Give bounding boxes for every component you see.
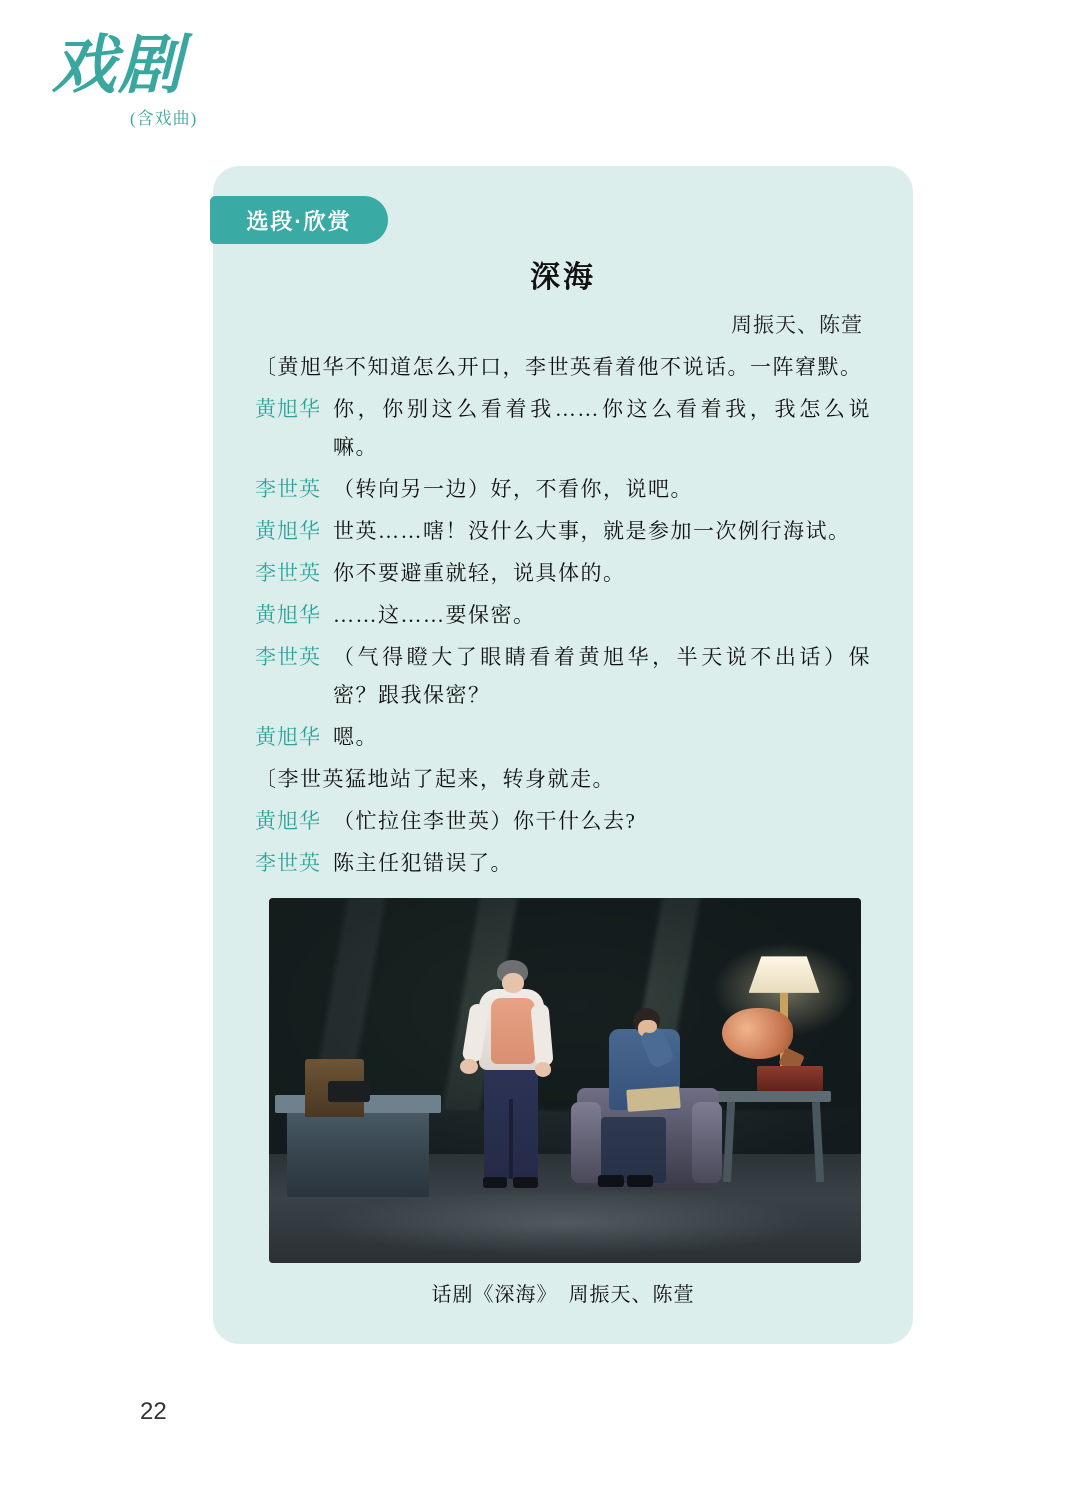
speech-text: 你不要避重就轻，说具体的。 — [333, 561, 626, 585]
photo-side-table — [713, 1091, 831, 1102]
content-panel — [213, 166, 913, 1344]
speaker-name: 李世英 — [255, 851, 321, 875]
script-line — [255, 596, 871, 634]
photo-floor-sheen — [316, 1190, 813, 1256]
speaker-name: 黄旭华 — [255, 519, 321, 543]
speech-text: 陈主任犯错误了。 — [333, 851, 513, 875]
byline: 周振天、陈萱 — [731, 313, 863, 337]
script-line — [255, 390, 871, 466]
script-line — [255, 802, 871, 840]
photo-actor-woman-vest — [491, 998, 535, 1064]
photo-telephone — [328, 1081, 369, 1103]
speaker-name: 黄旭华 — [255, 397, 321, 421]
photo-gramophone-horn — [722, 1008, 793, 1059]
script-line — [255, 470, 871, 508]
stage-direction-text: 〔李世英猛地站了起来，转身就走。 — [255, 767, 615, 791]
speech-text: （气得瞪大了眼睛看着黄旭华，半天说不出话）保密？跟我保密？ — [333, 645, 871, 707]
photo-sofa-arm-left — [571, 1102, 601, 1182]
stage-photo — [269, 898, 861, 1263]
subject-logo-main: 戏剧 — [52, 28, 184, 103]
subject-logo — [52, 28, 272, 144]
speech-text: ……这……要保密。 — [333, 603, 536, 627]
photo-gramophone-box — [757, 1066, 822, 1092]
photo-actor-woman-hand — [460, 1059, 478, 1074]
speech-text: 世英……嗐！没什么大事，就是参加一次例行海试。 — [333, 519, 851, 543]
photo-actor-woman-shoe — [483, 1177, 507, 1188]
speaker-name: 黄旭华 — [255, 603, 321, 627]
script-line — [255, 718, 871, 756]
speaker-name: 李世英 — [255, 645, 321, 669]
section-tab: 选段·欣赏 — [210, 196, 388, 244]
script-line — [255, 844, 871, 882]
script-line — [255, 638, 871, 714]
photo-caption: 话剧《深海》 周振天、陈萱 — [431, 1284, 695, 1306]
photo-actor-woman-leg-gap — [509, 1099, 513, 1179]
subject-logo-sub: (含戏曲) — [130, 109, 198, 128]
speaker-name: 黄旭华 — [255, 809, 321, 833]
script-line — [255, 554, 871, 592]
photo-book-prop — [626, 1086, 681, 1112]
script-body — [255, 348, 871, 886]
photo-actor-woman-face — [502, 973, 523, 993]
speech-text: （忙拉住李世英）你干什么去? — [333, 809, 637, 833]
photo-actor-man-shoe — [598, 1175, 624, 1187]
photo-actor-man-shoe — [627, 1175, 653, 1187]
stage-photo-image — [269, 898, 861, 1263]
script-line — [255, 512, 871, 550]
stage-direction-text: 〔黄旭华不知道怎么开口，李世英看着他不说话。一阵窘默。 — [255, 355, 863, 379]
script-stage-direction — [255, 348, 871, 386]
script-stage-direction — [255, 760, 871, 798]
page-number: 22 — [140, 1398, 167, 1425]
photo-actor-man-legs — [601, 1117, 666, 1183]
speech-text: 嗯。 — [333, 725, 378, 749]
speech-text: 你，你别这么看着我……你这么看着我，我怎么说嘛。 — [333, 397, 871, 459]
page-title: 深海 — [530, 261, 596, 294]
speaker-name: 黄旭华 — [255, 725, 321, 749]
speaker-name: 李世英 — [255, 561, 321, 585]
photo-sofa-arm-right — [692, 1102, 722, 1182]
photo-actor-woman-shoe — [513, 1177, 538, 1188]
speaker-name: 李世英 — [255, 477, 321, 501]
photo-actor-woman-hand — [535, 1062, 552, 1077]
speech-text: （转向另一边）好，不看你，说吧。 — [333, 477, 693, 501]
